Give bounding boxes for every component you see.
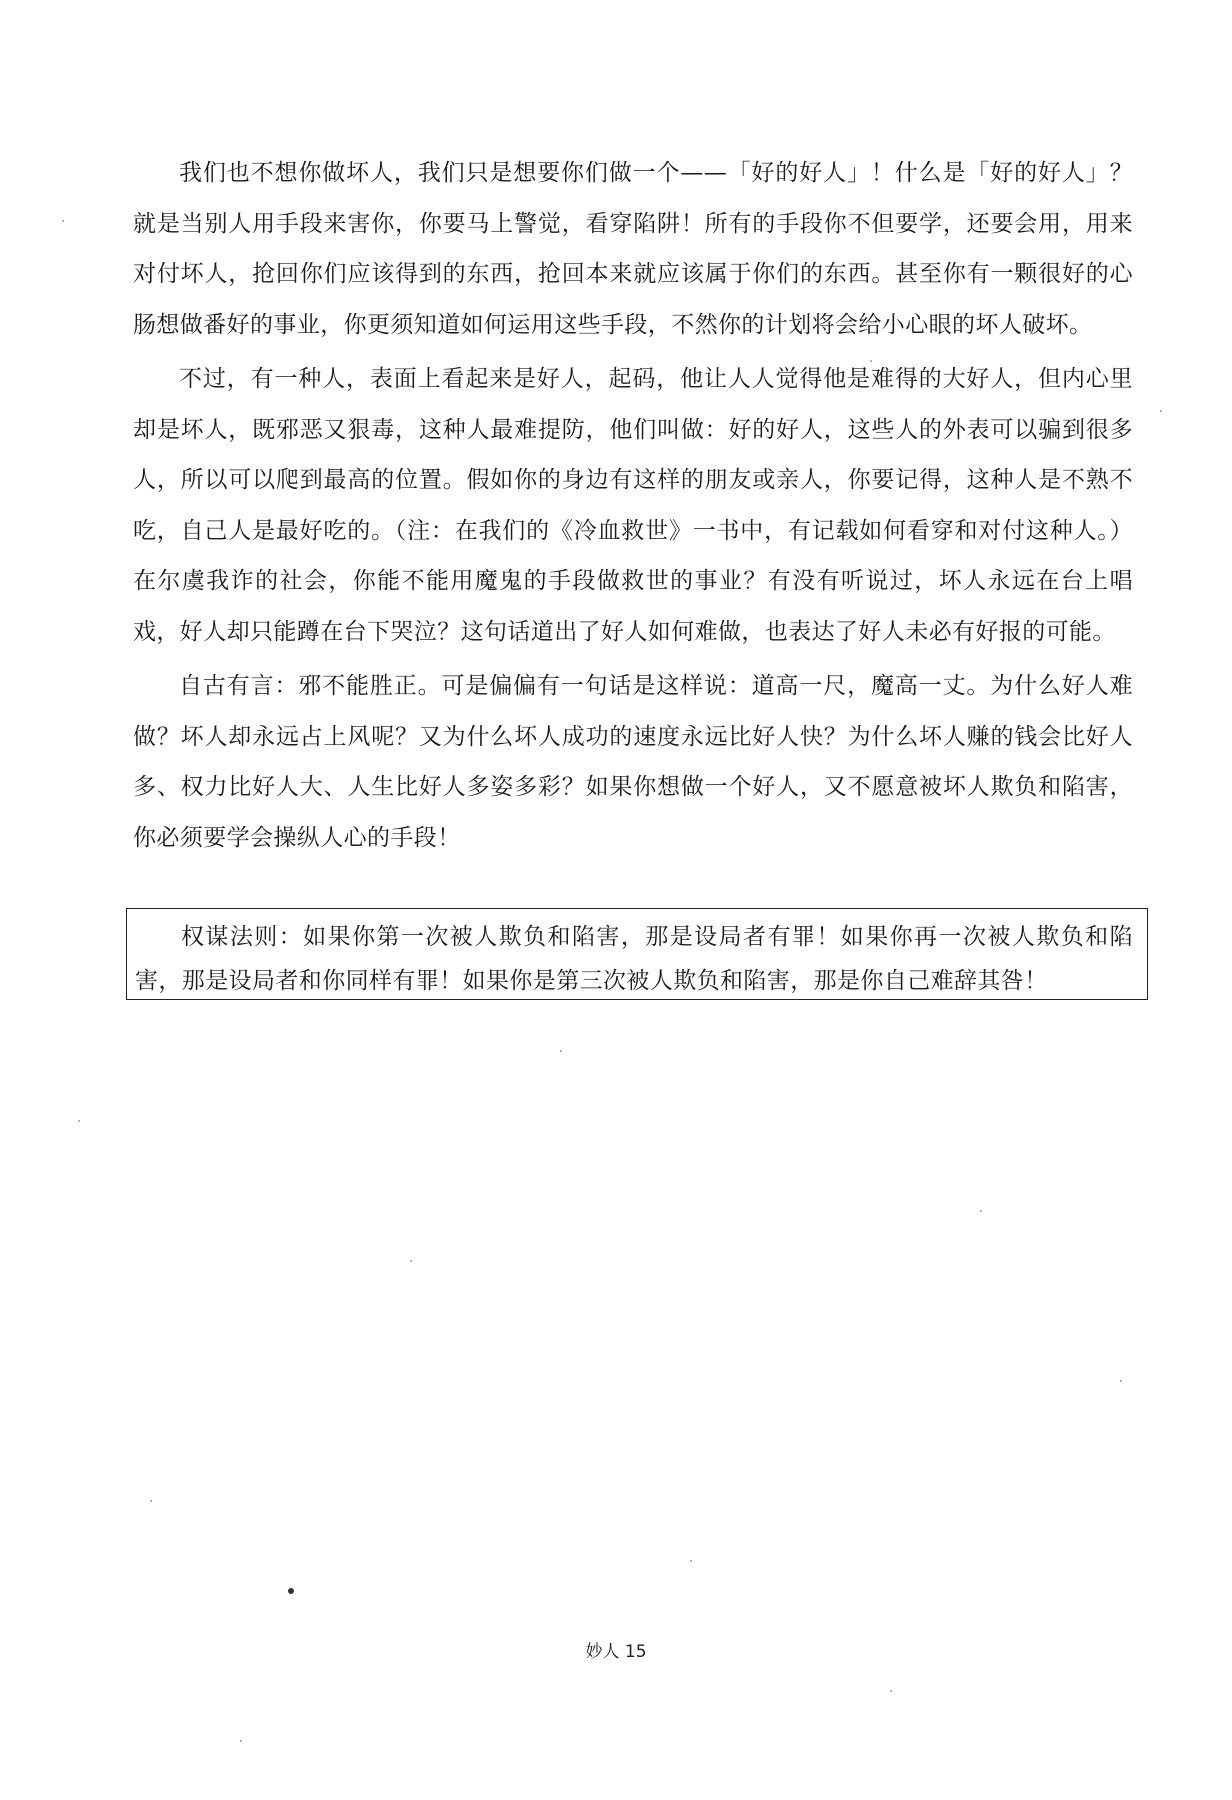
scan-speck (1160, 410, 1162, 412)
scan-speck (78, 1120, 80, 1122)
paragraph-2: 不过，有一种人，表面上看起来是好人，起码，他让人人觉得他是难得的大好人，但内心里却是坏人，既邪恶又狠毒，这种人最难提防，他们叫做：好的好人，这些人的外表可以骗到很多人，所以可以爬到最高的位置。假如你的身边有这样的朋友或亲人，你要记得，这种人是不熟不吃，自己人是最好吃的。（注：在我们的《冷血救世》一书中，有记载如何看穿和对付这种人。）在尔虞我诈的社会，你能不能用魔鬼的手段做救世的事业？有没有听说过，坏人永远在台上唱戏，好人却只能蹲在台下哭泣？这句话道出了好人如何难做，也表达了好人未必有好报的可能。 (133, 366, 1133, 645)
paragraph-1: 我们也不想你做坏人，我们只是想要你们做一个——「好的好人」！什么是「好的好人」？就是当别人用手段来害你，你要马上警觉，看穿陷阱！所有的手段你不但要学，还要会用，用来对付坏人，抢回你们应该得到的东西，抢回本来就应该属于你们的东西。甚至你有一颗很好的心肠想做番好的事业，你更须知道如何运用这些手段，不然你的计划将会给小心眼的坏人破坏。 (133, 160, 1133, 338)
scan-speck (240, 1740, 242, 1742)
scan-speck (62, 220, 64, 222)
scan-speck (150, 1500, 152, 1502)
scan-speck (410, 1260, 412, 1262)
scan-speck (870, 360, 872, 362)
rule-box (126, 908, 1148, 1000)
scan-speck (1120, 1380, 1122, 1382)
scan-blot (288, 1588, 294, 1594)
body-text (133, 148, 1133, 867)
scan-speck (560, 1050, 562, 1052)
scan-speck (890, 1690, 892, 1692)
page-footer: 妙人 15 (585, 1642, 647, 1662)
rule-text: 权谋法则：如果你第一次被人欺负和陷害，那是设局者有罪！如果你再一次被人欺负和陷害，那是设局者和你同样有罪！如果你是第三次被人欺负和陷害，那是你自己难辞其咎！ (135, 924, 1133, 994)
scan-speck (980, 1210, 982, 1212)
paragraph-3: 自古有言：邪不能胜正。可是偏偏有一句话是这样说：道高一尺，魔高一丈。为什么好人难做？坏人却永远占上风呢？又为什么坏人成功的速度永远比好人快？为什么坏人赚的钱会比好人多、权力比好人大、人生比好人多姿多彩？如果你想做一个好人，又不愿意被坏人欺负和陷害，你必须要学会操纵人心的手段！ (133, 673, 1133, 851)
scan-speck (690, 1560, 692, 1562)
